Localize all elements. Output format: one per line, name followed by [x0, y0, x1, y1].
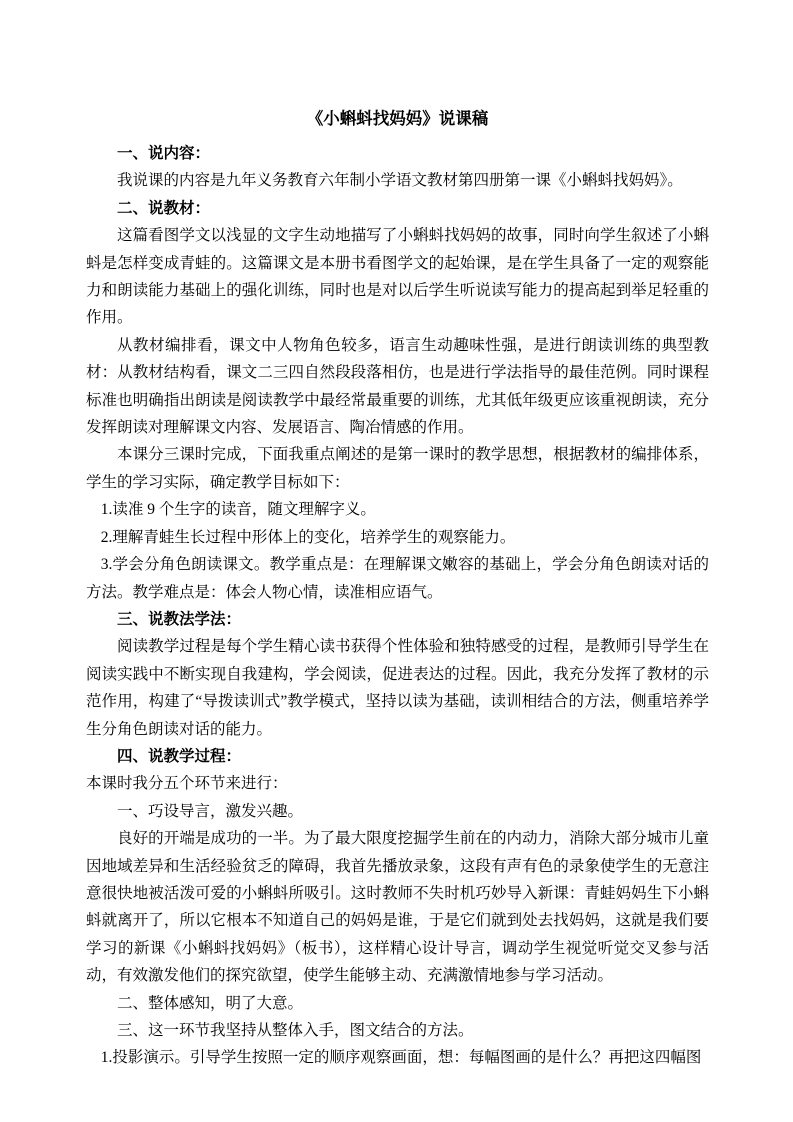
- doc-title: 《小蝌蚪找妈妈》说课稿: [306, 109, 489, 128]
- section-heading: 四、说教学过程：: [117, 747, 242, 765]
- paragraph: 三、这一环节我坚持从整体入手，图文结合的方法。: [117, 1022, 474, 1039]
- paragraph: 二、整体感知，明了大意。: [117, 994, 304, 1012]
- list-item: 3.学会分角色朗读课文。教学重点是：在理解课文嫩容的基础上，学会分角色朗读对话的方法。教学难点是：体会人物心情，读准相应语气。: [86, 556, 709, 601]
- section-heading: 三、说教法学法：: [117, 610, 242, 628]
- section-heading: 一、说内容：: [117, 145, 211, 162]
- list-item: 2.理解青蛙生长过程中形体上的变化，培养学生的观察能力。: [100, 528, 516, 546]
- list-item: 1.投影演示。引导学生按照一定的顺序观察画面，想：每幅图画的是什么？再把这四幅图: [100, 1049, 702, 1067]
- paragraph: 这篇看图学文以浅显的文字生动地描写了小蝌蚪找妈妈的故事，同时向学生叙述了小蝌蚪是怎样变成青蛙的。这篇课文是本册书看图学文的起始课，是在学生具备了一定的观察能力和朗读能力基础上的强化训练，同时也是对以后学生听说读写能力的提高起到举足轻重的作用。: [86, 227, 709, 327]
- paragraph: 我说课的内容是九年义务教育六年制小学语文教材第四册第一课《小蝌蚪找妈妈》。: [117, 172, 683, 190]
- list-item: 1.读准 9 个生字的读音，随文理解字义。: [100, 501, 376, 519]
- paragraph: 阅读教学过程是每个学生精心读书获得个性体验和独特感受的过程，是教师引导学生在阅读实践中不断实现自我建构，学会阅读，促进表达的过程。因此，我充分发挥了教材的示范作用，构建了“导拨读训式”教学模式，坚持以读为基础，读训相结合的方法，侧重培养学生分角色朗读对话的能力。: [86, 638, 709, 738]
- paragraph: 一、巧设导言，激发兴趣。: [117, 802, 304, 820]
- paragraph: 本课时我分五个环节来进行：: [86, 775, 288, 793]
- section-heading: 二、说教材：: [117, 199, 211, 217]
- paragraph: 从教材编排看，课文中人物角色较多，语言生动趣味性强，是进行朗读训练的典型教材：从教材结构看，课文二三四自然段段落相仿，也是进行学法指导的最佳范例。同时课程标准也明确指出朗读是阅读教学中最经常最重要的训练，尤其低年级更应该重视朗读，充分发挥朗读对理解课文内容、发展语言、陶冶情感的作用。: [86, 336, 709, 437]
- paragraph: 良好的开端是成功的一半。为了最大限度挖掘学生前在的内动力，消除大部分城市儿童因地域差异和生活经验贫乏的障碍，我首先播放录象，这段有声有色的录象使学生的无意注意很快地被活泼可爱的小蝌蚪所吸引。这时教师不失时机巧妙导入新课：青蛙妈妈生下小蝌蚪就离开了，所以它根本不知道自己的妈妈是谁，于是它们就到处去找妈妈，这就是我们要学习的新课《小蝌蚪找妈妈》（板书），这样精心设计导言，调动学生视觉听觉交叉参与活动，有效激发他们的探究欲望，使学生能够主动、充满激情地参与学习活动。: [86, 830, 709, 985]
- paragraph: 本课分三课时完成，下面我重点阐述的是第一课时的教学思想，根据教材的编排体系，学生的学习实际，确定教学目标如下：: [86, 446, 709, 491]
